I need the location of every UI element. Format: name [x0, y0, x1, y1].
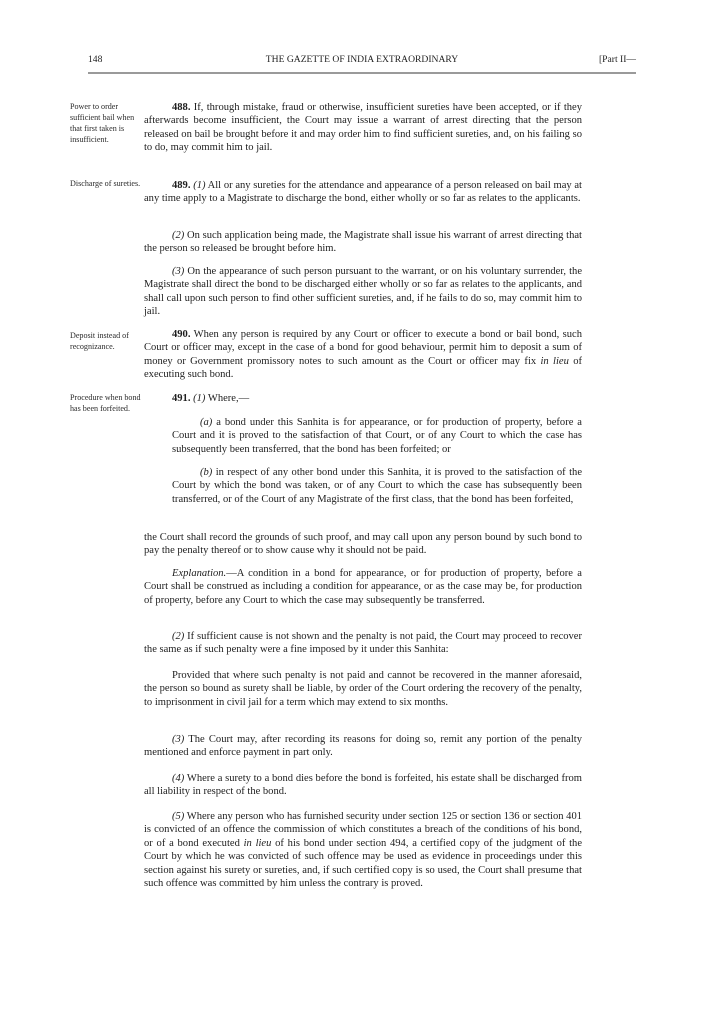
- section-490-text: [144, 328, 582, 382]
- margin-note-490: [70, 330, 142, 352]
- margin-note-text: Power to order sufficient bail when that first taken is insufficient.: [70, 102, 135, 145]
- section-489-sub3-block: [144, 265, 582, 319]
- section-491-explanation: [144, 567, 582, 607]
- italic-term: in lieu: [243, 837, 272, 849]
- section-body: If, through mistake, fraud or otherwise, insufficient sureties have been accepted, or if they afterwards become insufficient, the Court may issue a warrant of arrest directing that the person released on bail be brought before it and may order him to find sufficient sureties, and, on his failing so to do, may commit him to jail.: [144, 102, 582, 154]
- subsection-text: On the appearance of such person pursuant to the warrant, or on his voluntary surrender, the Magistrate shall direct the bond to be discharged either wholly or so far as relates to the applicants, and shall call upon such person to find other sufficient sureties, and, if he fails to do so, may commit him to jail.: [144, 266, 582, 318]
- section-491-proviso: Provided that where such penalty is not paid and cannot be recovered in the manner aforesaid, the person so bound as surety shall be liable, by order of the Court ordering the recovery of the penalty, to imprisonment in civil jail for a term which may extend to six months.: [144, 670, 582, 708]
- page-number: 148: [88, 54, 103, 65]
- section-489-sub2: [144, 229, 582, 256]
- section-491-sub4-block: [144, 772, 582, 799]
- section-491-sub3-block: [144, 733, 582, 760]
- section-491: [144, 392, 582, 405]
- section-489-sub2-block: [144, 229, 582, 256]
- section-491-tail: the Court shall record the grounds of such proof, and may call upon any person bound by such bond to pay the penalty thereof or to show cause why it should not be paid.: [144, 532, 582, 557]
- subsection-text: On such application being made, the Magistrate shall issue his warrant of arrest directing that the person so released be brought before him.: [144, 230, 582, 255]
- section-491-clause-b: [172, 466, 582, 506]
- section-491-clause-a-block: [144, 416, 582, 456]
- margin-note-text: Discharge of sureties.: [70, 179, 141, 188]
- section-491-sub5-block: [144, 810, 582, 891]
- explanation-label: Explanation.: [172, 568, 227, 579]
- subsection-mark: (1): [193, 180, 206, 191]
- clause-mark: (a): [200, 417, 213, 428]
- subsection-mark: (4): [172, 773, 185, 784]
- margin-note-489: [70, 178, 142, 189]
- section-491-sub1: [144, 392, 582, 405]
- section-491-tail-block: [144, 531, 582, 558]
- subsection-text: Where any person who has furnished security under section 125 or section 136 or section 401 is convicted of an offence the commission of which constitutes a breach of the conditions of his bond, or of a bond executed: [144, 811, 582, 849]
- section-490: [144, 328, 582, 382]
- section-491-clause-a: [172, 416, 582, 456]
- section-489-sub1: [144, 179, 582, 206]
- margin-note-488: [70, 101, 142, 145]
- header-rule: [88, 72, 636, 74]
- clause-mark: (b): [200, 467, 213, 478]
- section-number: 489.: [172, 180, 191, 191]
- section-491-clause-b-block: [144, 466, 582, 506]
- subsection-text: Where a surety to a bond dies before the bond is forfeited, his estate shall be discharged from all liability in respect of the bond.: [144, 773, 582, 798]
- section-491-sub2: [144, 630, 582, 657]
- section-488: [144, 101, 582, 155]
- subsection-text: Where,—: [205, 393, 250, 404]
- section-491-proviso-block: [144, 669, 582, 709]
- subsection-text: of his bond under section 494, a certified copy of the judgment of the Court by which he was convicted of such offence may be used as evidence in proceedings under this section against his surety or sureties, and, if such certified copy is so used, the Court shall presume that such offence was committed by him unless the contrary is proved.: [144, 837, 582, 890]
- section-491-sub5: [144, 810, 582, 891]
- subsection-mark: (3): [172, 734, 185, 745]
- margin-note-491: [70, 392, 142, 414]
- section-489-sub3: [144, 265, 582, 319]
- subsection-mark: (2): [172, 631, 185, 642]
- section-491-sub4: [144, 772, 582, 799]
- section-489: [144, 179, 582, 206]
- gazette-title: THE GAZETTE OF INDIA EXTRAORDINARY: [265, 54, 459, 65]
- margin-note-text: Deposit instead of recognizance.: [70, 331, 129, 352]
- explanation-text: —A condition in a bond for appearance, or for production of property, before a Court shall be construed as including a condition for appearance, or as the case may be, for production of property, before any Court to which the case may subsequently be transferred.: [144, 568, 582, 606]
- page-header: [88, 53, 636, 67]
- section-body: When any person is required by any Court or officer to execute a bond or bail bond, such Court or officer may, except in the case of a bond for good behaviour, permit him to deposit a sum of money or Government promissory notes to such amount as the Court or officer may fix: [144, 329, 582, 367]
- section-number: 490.: [172, 329, 191, 340]
- clause-text: in respect of any other bond under this Sanhita, it is proved to the satisfaction of the Court by which the bond was taken, or of any Court to which the case has subsequently been transferred, or of the Court of any Magistrate of the first class, that the bond has been forfeited,: [172, 467, 582, 505]
- section-body: of executing such bond.: [144, 355, 582, 381]
- section-491-sub2-block: [144, 630, 582, 657]
- section-number: 488.: [172, 102, 191, 113]
- clause-text: a bond under this Sanhita is for appearance, or for production of property, before a Court and it is proved to the satisfaction of that Court, or of any Court to which the case has subsequently been transferred, that the bond has been forfeited; or: [172, 417, 582, 455]
- section-491-sub3: [144, 733, 582, 760]
- section-number: 491.: [172, 393, 191, 404]
- subsection-mark: (2): [172, 230, 185, 241]
- subsection-mark: (3): [172, 266, 185, 277]
- section-491-explanation-block: [144, 567, 582, 607]
- margin-note-text: Procedure when bond has been forfeited.: [70, 393, 141, 414]
- section-488-text: [144, 101, 582, 155]
- subsection-mark: (5): [172, 811, 185, 822]
- subsection-mark: (1): [193, 393, 206, 404]
- italic-term: in lieu: [540, 355, 569, 367]
- subsection-text: If sufficient cause is not shown and the penalty is not paid, the Court may proceed to recover the same as if such penalty were a fine imposed by it under this Sanhita:: [144, 631, 582, 656]
- subsection-text: All or any sureties for the attendance and appearance of a person released on bail may at any time apply to a Magistrate to discharge the bond, either wholly or so far as relates to the applicants.: [144, 180, 582, 205]
- part-label: [Part II—: [598, 54, 636, 65]
- subsection-text: The Court may, after recording its reasons for doing so, remit any portion of the penalty mentioned and enforce payment in part only.: [144, 734, 582, 759]
